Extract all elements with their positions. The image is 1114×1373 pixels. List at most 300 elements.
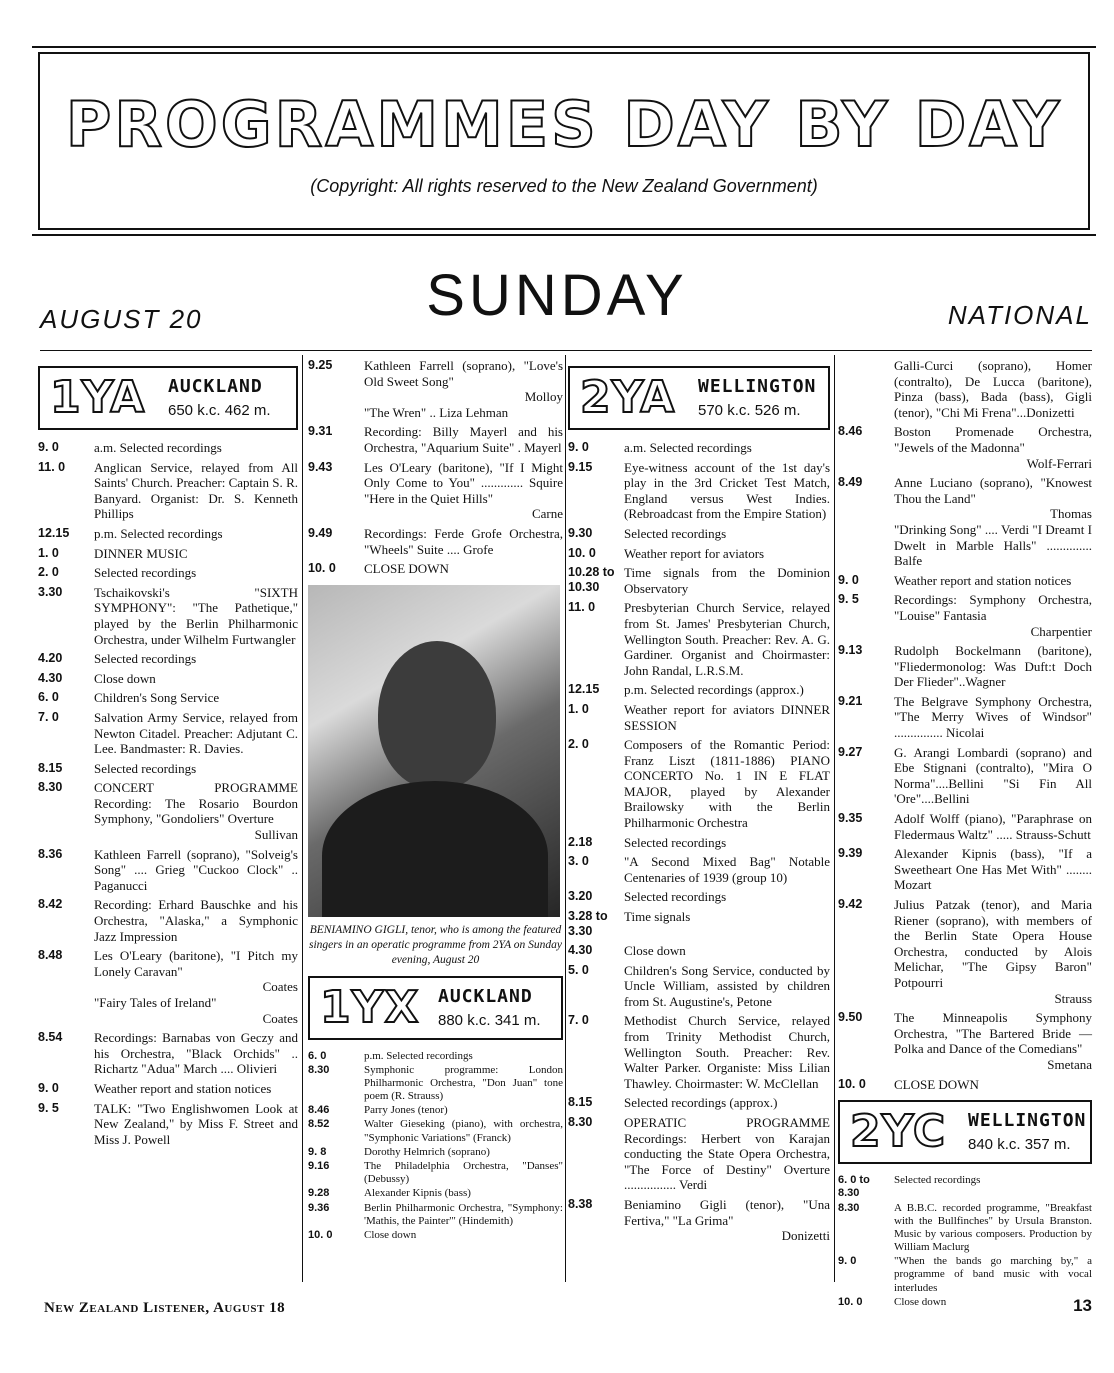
programme-list-small: [838, 1174, 1092, 1309]
column-divider: [834, 355, 835, 1282]
programme-description: [624, 943, 830, 959]
programme-description: [364, 1050, 563, 1063]
programme-description: [94, 440, 298, 456]
programme-time: 10. 0: [308, 1228, 333, 1241]
programme-description: [94, 546, 298, 562]
programme-description: [94, 565, 298, 581]
programme-time: 8.30: [308, 1063, 330, 1076]
programme-item: [308, 424, 563, 455]
programme-item: [568, 889, 830, 905]
programme-time: 9. 5: [838, 592, 859, 607]
programme-time: 8.42: [38, 897, 63, 912]
station-call-sign: 1YA: [50, 372, 146, 423]
programme-item: [568, 835, 830, 851]
programme-time: 9.31: [308, 424, 333, 439]
programme-description: [624, 600, 830, 678]
programme-text: Recordings: Ferde Grofe Orchestra, "Wheels" Suite .... Grofe: [364, 525, 563, 557]
programme-description: [94, 761, 298, 777]
programme-text: The Minneapolis Symphony Orchestra, "The Bartered Bride — Polka and Dance of the Comedians": [894, 1010, 1092, 1057]
programme-text: CLOSE DOWN: [364, 561, 449, 577]
programme-item: [38, 948, 298, 1026]
programme-description: [94, 460, 298, 522]
programme-description: [894, 846, 1092, 893]
station-call-sign: 1YX: [320, 981, 420, 1033]
programme-text: Adolf Wolff (piano), "Paraphrase on Fledermaus Waltz" ..... Strauss-Schutt: [894, 811, 1092, 842]
programme-time: 10.28 to 10.30: [568, 565, 615, 595]
composer-name: Molloy: [524, 389, 563, 405]
programme-text: a.m. Selected recordings: [94, 440, 222, 455]
programme-item: [308, 1050, 563, 1063]
programme-item: [568, 682, 830, 698]
station-frequency: 880 k.c. 341 m.: [438, 1011, 541, 1029]
programme-time: 12.15: [568, 682, 600, 697]
programme-item: [838, 643, 1092, 690]
programme-item: [838, 1174, 1092, 1200]
programme-time: 6. 0: [308, 1049, 327, 1062]
composer-name: Smetana: [1047, 1056, 1092, 1072]
programme-list: [308, 358, 563, 577]
programme-text: Selected recordings: [94, 651, 197, 667]
programme-item: [38, 585, 298, 647]
programme-item: [308, 1202, 563, 1228]
programme-item: [38, 460, 298, 522]
photo-head-shape: [378, 641, 496, 789]
programme-time: 9.36: [308, 1201, 330, 1214]
programme-description: [364, 561, 563, 577]
programme-time: 6. 0: [38, 690, 59, 705]
programme-text: Les O'Leary (baritone), "If I Might Only Come to You" ............. Squire "Here in the Quiet Hills": [364, 459, 563, 506]
programme-description: [624, 526, 830, 542]
programme-time: 7. 0: [38, 709, 59, 724]
programme-description: [894, 358, 1092, 420]
programme-time: 10. 0: [308, 561, 336, 576]
programme-description: [94, 690, 298, 706]
programme-text: Anne Luciano (soprano), "Knowest Thou the Land": [894, 475, 1092, 506]
programme-item: [568, 1095, 830, 1111]
programme-description: [364, 460, 563, 522]
programme-time: 9.13: [838, 643, 863, 658]
programme-text: Weather report and station notices: [894, 572, 1072, 588]
programme-text: Symphonic programme: London Philharmonic Orchestra, "Don Juan" tone poem (R. Strauss): [364, 1063, 563, 1103]
programme-text: Selected recordings: [624, 889, 727, 905]
programme-item: [38, 897, 298, 944]
programme-time: 8.46: [838, 424, 863, 439]
station-box-1yx: [308, 976, 563, 1040]
programme-item: [308, 358, 563, 420]
network-label: NATIONAL: [947, 300, 1092, 330]
programme-time: 8.30: [568, 1114, 593, 1129]
programme-text: Recordings: Barnabas von Geczy and his Orchestra, "Black Orchids" .. Richartz "Adua" March .... Olivieri: [94, 1030, 298, 1077]
programme-item: [38, 847, 298, 894]
programme-time: 9.35: [838, 811, 863, 826]
programme-description: [94, 948, 298, 1026]
programme-time: 3.30: [38, 584, 63, 599]
programme-description: [894, 1174, 1092, 1200]
station-city: WELLINGTON: [968, 1110, 1087, 1132]
composer-name: Coates: [262, 1010, 298, 1026]
programme-time: 9. 0: [838, 1255, 857, 1268]
programme-description: [94, 671, 298, 687]
programme-text-extra: "The Wren" .. Liza Lehman: [364, 404, 509, 420]
programme-time: 2.18: [568, 834, 593, 849]
programme-text: Beniamino Gigli (tenor), "Una Fertiva," "La Grima": [624, 1196, 830, 1228]
programme-text: Kathleen Farrell (soprano), "Solveig's Song" .... Grieg "Cuckoo Clock" .. Paganucci: [94, 846, 298, 893]
programme-description: [624, 854, 830, 885]
programme-text: Dorothy Helmrich (soprano): [364, 1145, 490, 1158]
programme-time: 8.30: [838, 1201, 860, 1214]
programme-description: [894, 745, 1092, 807]
programme-item: [38, 761, 298, 777]
programme-description: [624, 1115, 830, 1193]
banner-title: PROGRAMMES DAY BY DAY: [65, 88, 1063, 161]
programme-description: [624, 546, 830, 562]
programme-description: [364, 1160, 563, 1186]
programme-item: [568, 854, 830, 885]
programme-text: Selected recordings: [624, 834, 727, 850]
programme-time: 8.30: [38, 780, 63, 795]
programme-text: Rudolph Bockelmann (baritone), "Fliedermonolog: Was Duft:t Doch Der Flieder"..Wagner: [894, 643, 1092, 690]
programme-description: [364, 358, 563, 420]
station-box-1ya: [38, 366, 298, 430]
programme-text: Recording: Erhard Bauschke and his Orchestra, "Alaska," a Symphonic Jazz Impression: [94, 897, 298, 944]
composer-name: Wolf-Ferrari: [1026, 455, 1092, 471]
programme-text: The Philadelphia Orchestra, "Danses" (Debussy): [364, 1160, 563, 1186]
programme-description: [894, 811, 1092, 842]
programme-item: [838, 573, 1092, 589]
programme-time: 10. 0: [838, 1076, 866, 1091]
programme-time: 10. 0: [568, 545, 596, 560]
programme-text: Selected recordings: [894, 1174, 981, 1187]
programme-time: 5. 0: [568, 962, 589, 977]
programme-text: Weather report and station notices: [94, 1080, 272, 1096]
header-rule: [40, 350, 1092, 351]
programme-item: [308, 460, 563, 522]
programme-item: [568, 565, 830, 596]
programme-text: Recording: Billy Mayerl and his Orchestra, "Aquarium Suite" . Mayerl: [364, 424, 563, 455]
programme-text: p.m. Selected recordings: [364, 1049, 473, 1062]
programme-text: "A Second Mixed Bag" Notable Centenaries of 1939 (group 10): [624, 854, 830, 885]
programme-item: [38, 565, 298, 581]
programme-text: a.m. Selected recordings: [624, 440, 752, 455]
programme-item: [568, 702, 830, 733]
programme-description: [364, 1064, 563, 1104]
programme-text: The Belgrave Symphony Orchestra, "The Merry Wives of Windsor" ............... Nicolai: [894, 693, 1092, 741]
programme-text: Selected recordings: [94, 760, 197, 776]
programme-description: [894, 1077, 1092, 1093]
copyright-note: (Copyright: All rights reserved to the New Zealand Government): [310, 176, 818, 196]
programme-description: [624, 565, 830, 596]
programme-item: [838, 694, 1092, 741]
programme-item: [308, 1187, 563, 1200]
programme-item: [38, 651, 298, 667]
programme-description: [894, 573, 1092, 589]
programme-item: [838, 1077, 1092, 1093]
programme-time: 2. 0: [568, 737, 589, 752]
programme-item: [568, 600, 830, 678]
programme-time: 3. 0: [568, 854, 589, 869]
programme-item: [838, 846, 1092, 893]
programme-text: "When the bands go marching by," a programme of band music with vocal interludes: [894, 1255, 1092, 1294]
footer-publication: New Zealand Listener, August 18: [44, 1300, 286, 1316]
gigli-photo: [308, 585, 560, 917]
programme-item: [838, 811, 1092, 842]
programme-time: 1. 0: [568, 701, 589, 716]
composer-name: Strauss: [1054, 990, 1092, 1006]
programme-text: Selected recordings: [94, 565, 197, 581]
programme-description: [894, 592, 1092, 639]
programme-text: Tschaikovski's "SIXTH SYMPHONY": "The Pathetique," played by the Berlin Philharmonic Orchestra, under Wilhelm Furtwangler: [94, 584, 298, 647]
programme-time: 9. 0: [38, 440, 59, 454]
station-frequency: 570 k.c. 526 m.: [698, 402, 801, 419]
column-1yA: [38, 358, 298, 1151]
programme-item: [38, 1081, 298, 1097]
programme-time: 9.30: [568, 525, 593, 540]
programme-text: CONCERT PROGRAMME Recording: The Rosario Bourdon Symphony, "Gondoliers" Overture: [94, 780, 298, 827]
programme-description: [624, 889, 830, 905]
station-call-sign: 2YA: [580, 372, 676, 423]
station-frequency: 840 k.c. 357 m.: [968, 1136, 1071, 1154]
programme-item: [38, 526, 298, 542]
programme-time: 8.15: [568, 1095, 593, 1110]
page-number: 13: [1073, 1296, 1092, 1315]
programme-item: [308, 1064, 563, 1104]
programme-item: [38, 710, 298, 757]
programme-text: Alexander Kipnis (bass): [364, 1187, 471, 1200]
programme-time: 8.49: [838, 475, 863, 490]
programme-item: [38, 1030, 298, 1077]
programme-description: [624, 1197, 830, 1244]
programme-item: [308, 526, 563, 557]
date-label: AUGUST 20: [40, 304, 203, 334]
programme-text: p.m. Selected recordings (approx.): [624, 682, 804, 698]
programme-time: 8.52: [308, 1118, 330, 1131]
programme-item: [568, 1115, 830, 1193]
programme-description: [94, 1101, 298, 1148]
programme-description: [94, 526, 298, 542]
programme-item: [568, 1013, 830, 1091]
programme-description: [94, 651, 298, 667]
programme-description: [94, 710, 298, 757]
column-2ya: [568, 358, 830, 1248]
programme-item: [38, 546, 298, 562]
programme-item: [838, 1202, 1092, 1255]
programme-item: [38, 440, 298, 456]
programme-time: 8.46: [308, 1104, 330, 1117]
station-box-2ya: [568, 366, 830, 430]
programme-text: Galli-Curci (soprano), Homer (contralto), De Lucca (baritone), Pinza (bass), Bada (bass), Gigli (tenor), "Chi Mi Frena"...Donizetti: [894, 358, 1092, 420]
programme-item: [838, 897, 1092, 1006]
programme-item: [568, 1197, 830, 1244]
banner: [38, 52, 1090, 230]
programme-text: Weather report for aviators DINNER SESSION: [624, 701, 830, 733]
programme-item: [308, 1104, 563, 1117]
programme-time: 7. 0: [568, 1013, 589, 1028]
programme-item: [838, 1255, 1092, 1295]
programme-item: [568, 460, 830, 522]
programme-time: 11. 0: [568, 600, 596, 615]
programme-description: [894, 424, 1092, 471]
programme-item: [568, 526, 830, 542]
programme-time: 9.16: [308, 1160, 330, 1173]
programme-item: [838, 1296, 1092, 1309]
programme-time: 9. 5: [38, 1100, 59, 1115]
programme-text-extra: "Drinking Song" .... Verdi "I Dreamt I Dwelt in Marble Halls" .............. Balfe: [894, 521, 1092, 569]
column-divider: [302, 355, 303, 1282]
composer-name: Carne: [531, 506, 563, 522]
programme-item: [38, 671, 298, 687]
programme-text: Eye-witness account of the 1st day's play in the 3rd Cricket Test Match, England versus West Indies. (Rebroadcast from the Empire Station): [624, 459, 830, 522]
programme-item: [38, 1101, 298, 1148]
programme-text: Time signals: [624, 909, 691, 925]
programme-description: [624, 702, 830, 733]
programme-time: 3.28 to 3.30: [568, 909, 608, 939]
programme-item: [568, 943, 830, 959]
programme-description: [624, 963, 830, 1010]
programme-description: [94, 1081, 298, 1097]
programme-text: Salvation Army Service, relayed from Newton Citadel. Preacher: Adjutant C. Lee. Bandmaster: R. Davies.: [94, 709, 298, 757]
programme-time: 9.25: [308, 358, 333, 372]
programme-time: 2. 0: [38, 565, 59, 580]
programme-text: TALK: "Two Englishwomen Look at New Zealand," by Miss F. Street and Miss J. Powell: [94, 1100, 298, 1147]
programme-list: [38, 440, 298, 1147]
programme-description: [894, 694, 1092, 741]
programme-time: 9.21: [838, 693, 863, 708]
column-2ya-cont: [838, 358, 1092, 1310]
programme-time: 10. 0: [838, 1295, 863, 1308]
programme-time: 12.15: [38, 525, 70, 540]
programme-description: [624, 835, 830, 851]
programme-time: 9. 0: [38, 1080, 59, 1095]
composer-name: Charpentier: [1030, 623, 1092, 639]
programme-text: Julius Patzak (tenor), and Maria Riener (soprano), with members of the Berlin State Opera House Orchestra, conducted by Alois Melichar, "The Gipsy Baron" Potpourri: [894, 897, 1092, 990]
programme-description: [364, 1229, 563, 1242]
station-city: AUCKLAND: [168, 376, 263, 397]
programme-text: Boston Promenade Orchestra, "Jewels of the Madonna": [894, 424, 1092, 455]
programme-time: 9.43: [308, 459, 333, 474]
programme-time: 1. 0: [38, 545, 59, 560]
programme-text: Time signals from the Dominion Observatory: [624, 565, 830, 596]
programme-time: 9.42: [838, 897, 863, 911]
programme-description: [364, 526, 563, 557]
programme-item: [568, 440, 830, 456]
programme-text: CLOSE DOWN: [894, 1076, 979, 1092]
programme-item: [38, 690, 298, 706]
programme-description: [624, 682, 830, 698]
programme-item: [308, 1229, 563, 1242]
station-city: AUCKLAND: [438, 985, 533, 1007]
programme-time: [838, 358, 894, 420]
programme-item: [38, 780, 298, 842]
programme-time: 9.49: [308, 525, 333, 540]
composer-name: Thomas: [1050, 506, 1092, 522]
programme-list: [838, 358, 1092, 1092]
programme-text: Walter Gieseking (piano), with orchestra, "Symphonic Variations" (Franck): [364, 1118, 563, 1144]
programme-text: p.m. Selected recordings: [94, 525, 223, 541]
programme-description: [624, 440, 830, 456]
programme-time: 11. 0: [38, 459, 66, 474]
composer-name: Coates: [262, 979, 298, 995]
programme-item: [838, 745, 1092, 807]
programme-time: 4.30: [568, 943, 593, 958]
programme-text: Selected recordings (approx.): [624, 1095, 778, 1111]
programme-time: 9.39: [838, 846, 863, 861]
programme-text: Close down: [624, 943, 686, 959]
programme-item: [568, 546, 830, 562]
programme-time: 8.36: [38, 846, 63, 861]
programme-item: [838, 1010, 1092, 1072]
programme-description: [894, 643, 1092, 690]
station-city: WELLINGTON: [698, 376, 817, 397]
programme-description: [94, 780, 298, 842]
programme-item: [568, 909, 830, 939]
programme-time: 8.48: [38, 948, 63, 963]
programme-text: Methodist Church Service, relayed from Trinity Methodist Church, Wellington South. Preacher: Rev. Walter Parker. Organiste: Miss Lilian Thawley. Choirmaster: W. McClellan: [624, 1013, 830, 1091]
programme-text: Alexander Kipnis (bass), "If a Sweetheart One Has Met With" ........ Mozart: [894, 846, 1092, 893]
photo-caption: BENIAMINO GIGLI, tenor, who is among the featured singers in an operatic programme from 2YA on Sunday evening, August 20: [308, 923, 563, 966]
programme-item: [308, 1160, 563, 1186]
programme-time: 4.30: [38, 670, 63, 685]
programme-time: 4.20: [38, 651, 63, 666]
programme-description: [894, 475, 1092, 569]
programme-description: [364, 1187, 563, 1200]
programme-description: [624, 737, 830, 831]
programme-time: 8.54: [38, 1030, 63, 1045]
programme-item: [308, 561, 563, 577]
day-title: SUNDAY: [426, 263, 688, 328]
programme-text: Presbyterian Church Service, relayed from St. James' Presbyterian Church, Wellington South. Preacher: Rev. A. G. Gardiner. Organist and Choirmaster: John Randal, L.R.S.M.: [624, 600, 830, 678]
programme-description: [364, 1104, 563, 1117]
programme-text: Close down: [94, 670, 156, 686]
programme-time: 9. 0: [838, 572, 859, 587]
programme-item: [308, 1118, 563, 1144]
programme-description: [894, 1255, 1092, 1295]
programme-list: [568, 440, 830, 1244]
programme-description: [894, 1202, 1092, 1255]
programme-description: [94, 897, 298, 944]
programme-description: [94, 847, 298, 894]
programme-text: OPERATIC PROGRAMME Recordings: Herbert von Karajan conducting the State Opera Orchestra, "The Force of Destiny" Overture ................ Verdi: [624, 1114, 830, 1193]
station-frequency: 650 k.c. 462 m.: [168, 402, 271, 419]
programme-time: 6. 0 to 8.30: [838, 1174, 870, 1200]
programme-time: 8.15: [38, 760, 63, 775]
programme-text: Berlin Philharmonic Orchestra, "Symphony: 'Mathis, the Painter'" (Hindemith): [364, 1201, 563, 1227]
programme-description: [364, 1202, 563, 1228]
programme-text: Weather report for aviators: [624, 545, 765, 561]
station-box-2yc: [838, 1100, 1092, 1164]
programme-text: Composers of the Romantic Period: Franz Liszt (1811-1886) PIANO CONCERTO No. 1 IN E FLAT MAJOR, played by Alexander Brailowsky with the Berlin Philharmonic Orchestra: [624, 737, 830, 831]
programme-text: Recordings: Symphony Orchestra, "Louise" Fantasia: [894, 592, 1092, 623]
programme-item: [308, 1146, 563, 1159]
programme-time: 3.20: [568, 889, 593, 904]
programme-description: [894, 1010, 1092, 1072]
programme-time: 9.27: [838, 744, 863, 759]
programme-description: [624, 909, 830, 939]
programme-description: [624, 1095, 830, 1111]
programme-time: 8.38: [568, 1196, 593, 1211]
programme-text: Close down: [364, 1228, 417, 1241]
programme-text: Parry Jones (tenor): [364, 1104, 448, 1117]
programme-description: [624, 460, 830, 522]
programme-description: [894, 1296, 1092, 1309]
programme-item: [838, 424, 1092, 471]
composer-name: Donizetti: [781, 1228, 830, 1244]
programme-text: Selected recordings: [624, 525, 727, 541]
programme-time: 9. 0: [568, 440, 589, 454]
programme-description: [364, 424, 563, 455]
programme-text: Children's Song Service: [94, 690, 220, 706]
programme-description: [364, 1118, 563, 1144]
programme-description: [624, 1013, 830, 1091]
